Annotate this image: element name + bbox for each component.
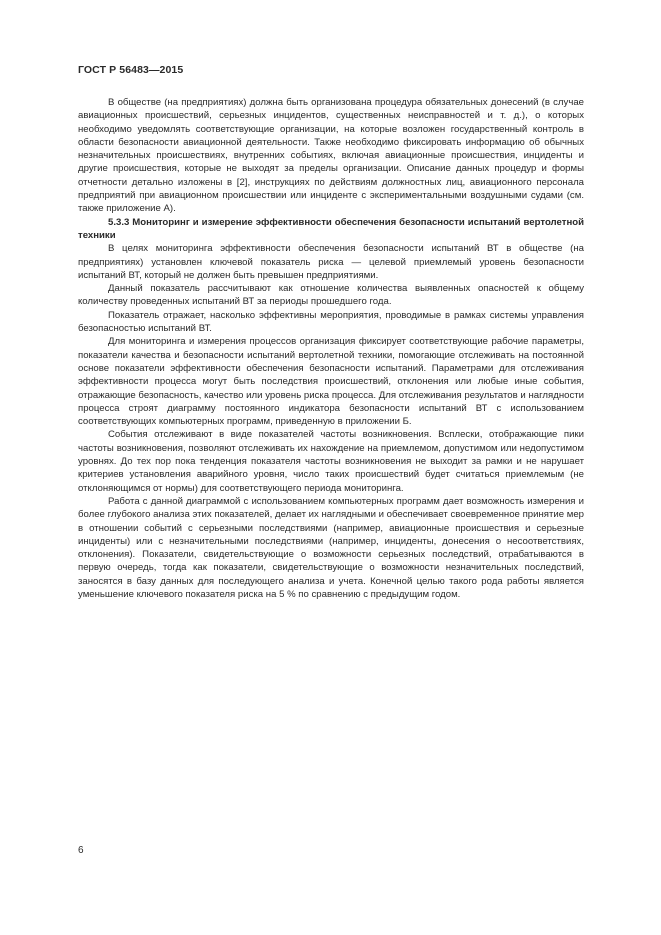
standard-header: ГОСТ Р 56483—2015	[78, 64, 184, 76]
paragraph-reporting-procedure: В обществе (на предприятиях) должна быть организована процедура обязательных донесений (в случае авиационных происшествий, серьезных инцидентов, существенных неисправностей и т. д.), о которых необходимо уведомлять соответствующие организации, на которые возложен государственный контроль в области безопасности авиационной деятельности. Также необходимо фиксировать информацию об обычных незначительных происшествиях, внутренних событиях, включая авиационные происшествия, инциденты и другие происшествия, которые не выходят за пределы организации. Описание данных процедур и формы отчетности детально изложены в [2], инструкциях по действиям должностных лиц, авиационного персонала предприятий при авиационном происшествии или инциденте с экспериментальными воздушными судами (см. также приложение А).	[78, 97, 584, 215]
page-number: 6	[78, 845, 84, 856]
paragraph-indicator-meaning: Показатель отражает, насколько эффективны мероприятия, проводимые в рамках системы управления безопасностью испытаний ВТ.	[78, 309, 584, 335]
paragraph-indicator-calculation: Данный показатель рассчитывают как отношение количества выявленных опасностей к общему количеству проведенных испытаний ВТ за периоды прошедшего года.	[78, 283, 584, 308]
paragraph-diagram-work: Работа с данной диаграммой с использованием компьютерных программ дает возможность измерения и более глубокого анализа этих показателей, делает их наглядными и обеспечивает своевременное принятие мер в отношении событий с серьезными последствиями (например, авиационные происшествия и серьезные инциденты) или с незначительными последствиями (например, инциденты, донесения о несоответствиях, отклонения). Показатели, свидетельствующие о возможности серьезных последствий, отрабатываются в первую очередь, тогда как показатели, свидетельствующие о возможности незначительных последствий, заносятся в базу данных для последующего анализа и учета. Конечной целью такого рода работы является уменьшение ключевого показателя риска на 5 % по сравнению с предыдущим годом.	[78, 495, 584, 600]
paragraph-event-frequency: События отслеживают в виде показателей частоты возникновения. Всплески, отображающие пики частоты возникновения, позволяют отслеживать их нахождение на приемлемом, допустимом или недопустимом уровнях. До тех пор пока тенденция показателя частоты возникновения не выходит за рамки и не нарушает критериев установления аварийного уровня, число таких происшествий будет считаться приемлемым (не отклоняющимся от нормы) для соответствующего периода мониторинга.	[78, 429, 584, 494]
paragraph-monitoring-parameters: Для мониторинга и измерения процессов организация фиксирует соответствующие рабочие параметры, показатели качества и безопасности испытаний вертолетной техники, помогающие отслеживать на постоянной основе показатели эффективности обеспечения безопасности испытаний. Параметрами для отслеживания эффективности процесса могут быть последствия происшествий, отклонения или любые иные события, отражающие безопасность, качество или уровень риска процесса. Для отслеживания результатов и наглядности процесса строят диаграмму постоянного индикатора безопасности испытаний ВТ с использованием соответствующих компьютерных программ, приведенную в приложении Б.	[78, 336, 584, 428]
paragraph-key-risk-indicator: В целях мониторинга эффективности обеспечения безопасности испытаний ВТ в обществе (на предприятиях) установлен ключевой показатель риска — целевой приемлемый уровень безопасности испытаний ВТ, который не должен быть превышен предприятиями.	[78, 243, 584, 281]
body-text	[78, 96, 584, 601]
section-heading-5-3-3: 5.3.3 Мониторинг и измерение эффективности обеспечения безопасности испытаний вертолетной техники	[78, 216, 584, 241]
